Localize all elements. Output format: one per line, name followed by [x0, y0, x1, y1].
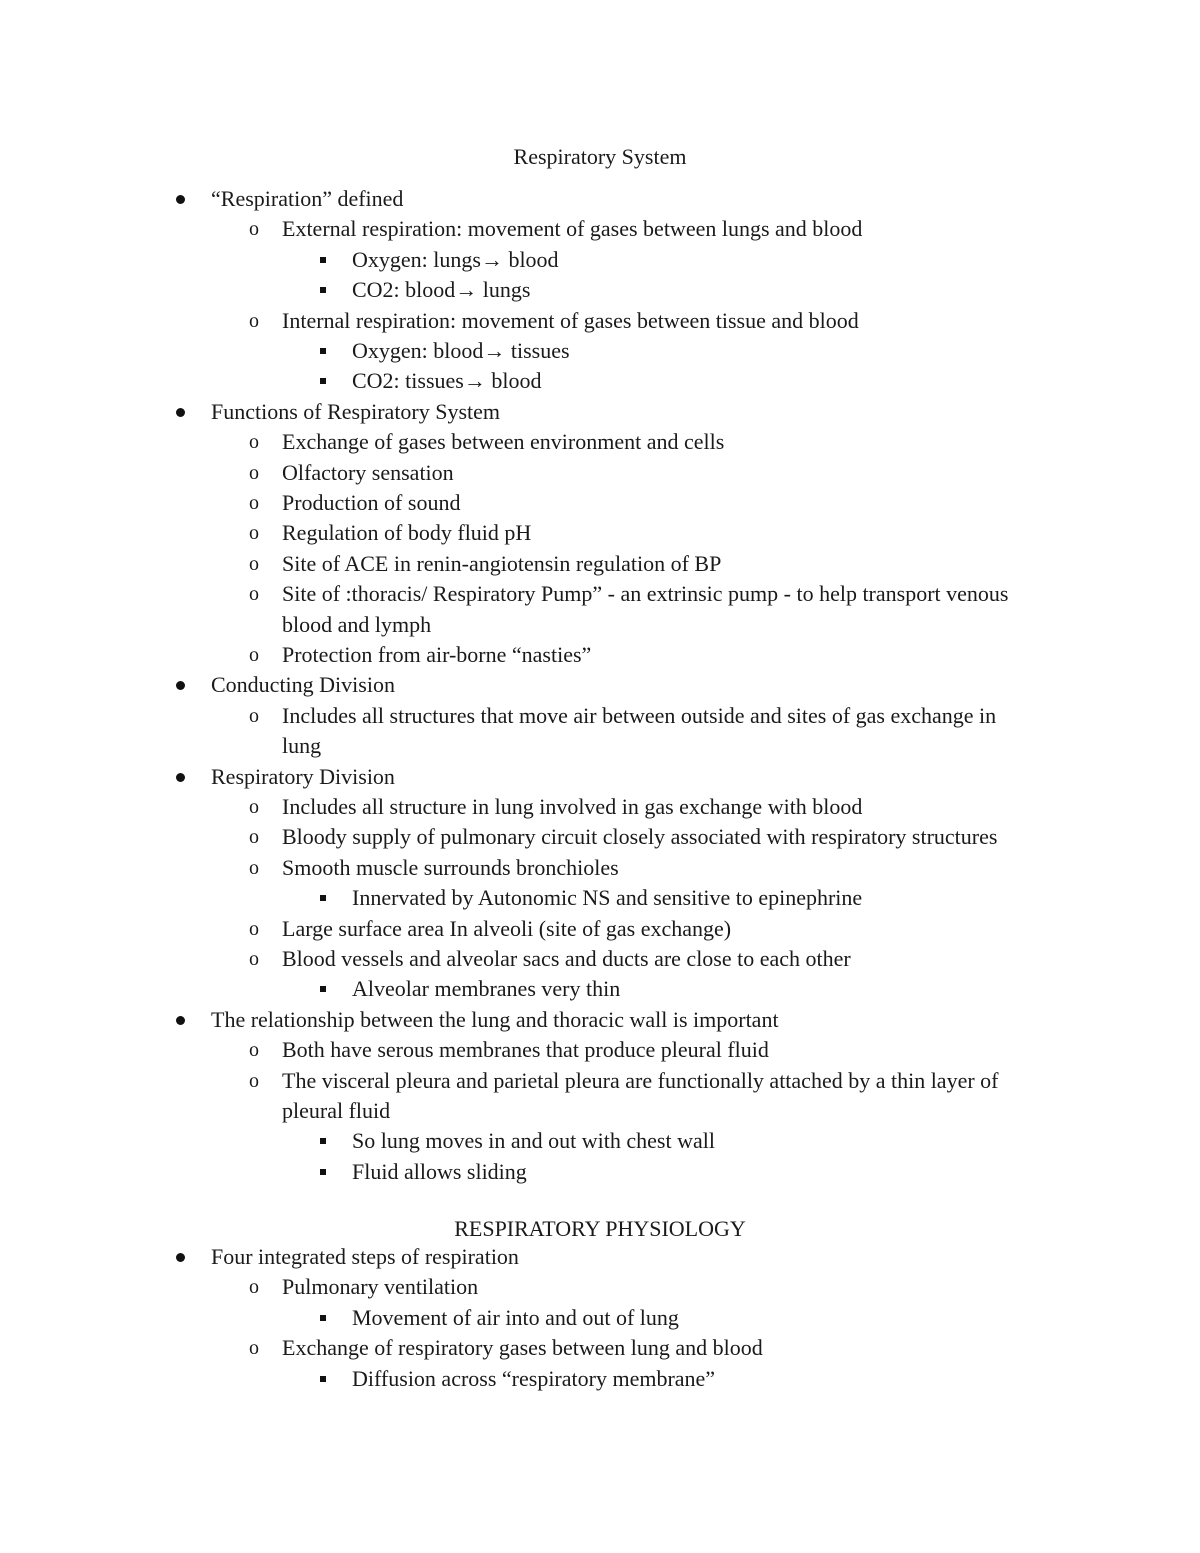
list-item-text: Alveolar membranes very thin [352, 976, 621, 1002]
square-bullet-icon [320, 1315, 326, 1321]
bullet-icon [176, 195, 185, 204]
list-item-text: Regulation of body fluid pH [282, 520, 532, 546]
circle-bullet-icon: o [249, 644, 259, 666]
circle-bullet-icon: o [249, 856, 259, 879]
list-item-text: Pulmonary ventilation [282, 1274, 479, 1300]
list-item-text: Diffusion across “respiratory membrane” [352, 1365, 716, 1391]
circle-bullet-icon: o [249, 522, 259, 545]
list-item-text: Conducting Division [211, 672, 395, 698]
list-item-text: So lung moves in and out with chest wall [352, 1128, 715, 1154]
list-item-text: Smooth muscle surrounds bronchioles [282, 854, 619, 880]
circle-bullet-icon: o [249, 492, 259, 514]
list-item-text: Both have serous membranes that produce pleural fluid [282, 1037, 769, 1063]
list-item-text: Functions of Respiratory System [211, 398, 501, 424]
circle-bullet-icon: o [249, 461, 259, 484]
list-item-text: Fluid allows sliding [352, 1158, 527, 1184]
square-bullet-icon [320, 895, 326, 901]
list-item-text: External respiration: movement of gases between lungs and blood [282, 216, 863, 242]
section-title: RESPIRATORY PHYSIOLOGY [454, 1216, 746, 1241]
circle-bullet-icon: o [249, 796, 259, 818]
square-bullet-icon [320, 1169, 326, 1175]
list-item-text: Protection from air-borne “nasties” [282, 642, 592, 667]
list-item-text: blood and lymph [282, 611, 432, 637]
list-item-text: Respiratory Division [211, 763, 395, 789]
document-title: Respiratory System [513, 144, 687, 169]
list-item-text: CO2: tissues→ blood [352, 368, 542, 394]
square-bullet-icon [320, 986, 326, 992]
list-item-text: The relationship between the lung and thoracic wall is important [211, 1006, 779, 1032]
list-item-text: Four integrated steps of respiration [211, 1244, 519, 1269]
circle-bullet-icon: o [249, 1069, 259, 1092]
circle-bullet-icon: o [249, 1337, 259, 1360]
circle-bullet-icon: o [249, 704, 259, 727]
list-item-text: CO2: blood→ lungs [352, 277, 531, 303]
square-bullet-icon [320, 378, 326, 384]
square-bullet-icon [320, 1138, 326, 1144]
circle-bullet-icon: o [249, 583, 259, 606]
list-item-text: Exchange of respiratory gases between lung and blood [282, 1335, 763, 1361]
list-item-text: lung [282, 733, 322, 759]
list-item-text: Olfactory sensation [282, 459, 454, 485]
bullet-icon [176, 773, 185, 782]
square-bullet-icon [320, 257, 326, 263]
list-item-text: Oxygen: lungs→ blood [352, 246, 559, 272]
circle-bullet-icon: o [249, 218, 259, 241]
square-bullet-icon [320, 348, 326, 354]
circle-bullet-icon: o [249, 826, 259, 849]
list-item-text: Exchange of gases between environment and cells [282, 429, 725, 455]
circle-bullet-icon: o [249, 948, 259, 970]
circle-bullet-icon: o [249, 552, 259, 575]
bullet-icon [176, 408, 185, 417]
list-item-text: Internal respiration: movement of gases between tissue and blood [282, 307, 859, 333]
list-item-text: “Respiration” defined [211, 186, 404, 211]
bullet-icon [176, 681, 185, 690]
list-item-text: Bloody supply of pulmonary circuit closely associated with respiratory structures [282, 824, 998, 850]
circle-bullet-icon: o [249, 917, 259, 940]
list-item-text: Blood vessels and alveolar sacs and ducts are close to each other [282, 946, 851, 971]
list-item-text: Site of ACE in renin-angiotensin regulation of BP [282, 550, 722, 576]
list-item-text: The visceral pleura and parietal pleura are functionally attached by a thin layer of [282, 1067, 999, 1093]
list-item-text: Oxygen: blood→ tissues [352, 338, 570, 363]
list-item-text: Site of :thoracis/ Respiratory Pump” - an extrinsic pump - to help transport venous [282, 581, 1009, 607]
circle-bullet-icon: o [249, 1039, 259, 1062]
list-item-text: Movement of air into and out of lung [352, 1304, 679, 1330]
list-item-text: Innervated by Autonomic NS and sensitive to epinephrine [352, 885, 863, 911]
circle-bullet-icon: o [249, 309, 259, 332]
list-item-text: pleural fluid [282, 1098, 391, 1123]
list-item-text: Large surface area In alveoli (site of gas exchange) [282, 915, 732, 941]
list-item-text: Includes all structures that move air between outside and sites of gas exchange in [282, 702, 997, 728]
bullet-icon [176, 1253, 185, 1262]
circle-bullet-icon: o [249, 1276, 259, 1299]
square-bullet-icon [320, 1376, 326, 1382]
list-item-text: Includes all structure in lung involved in gas exchange with blood [282, 794, 863, 819]
square-bullet-icon [320, 287, 326, 293]
bullet-icon [176, 1016, 185, 1025]
list-item-text: Production of sound [282, 490, 461, 515]
circle-bullet-icon: o [249, 431, 259, 454]
